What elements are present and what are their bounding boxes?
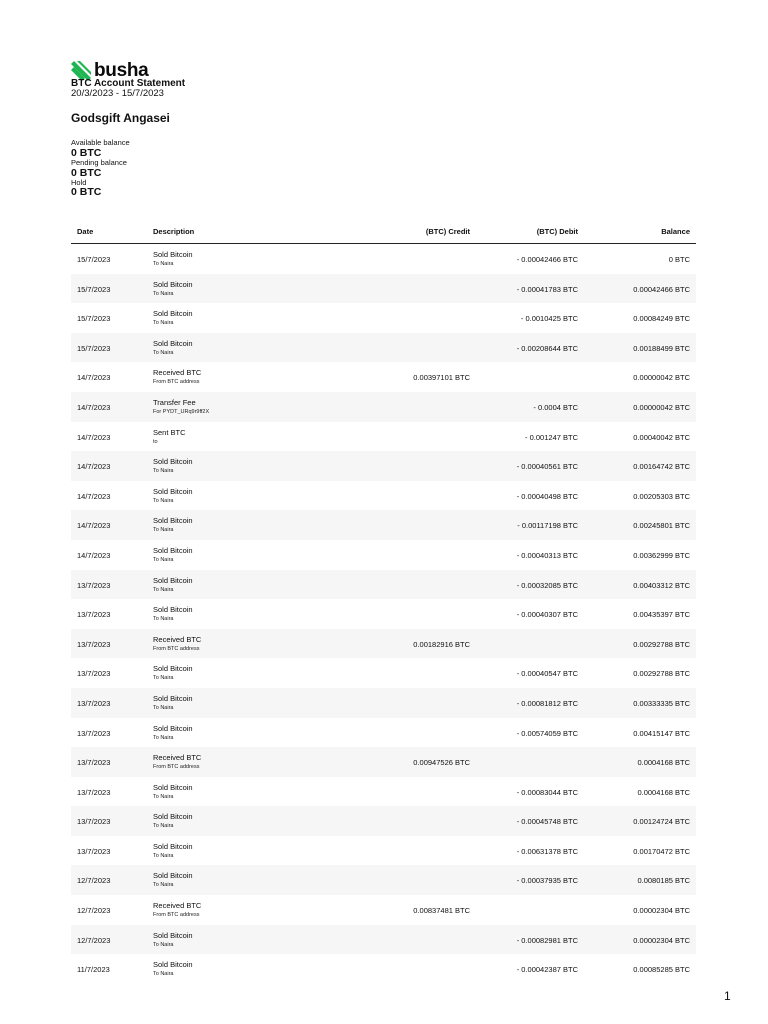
row-description-detail: To Naira [153, 556, 174, 563]
row-date: 12/7/2023 [77, 876, 111, 886]
row-description-title: Received BTC [153, 753, 202, 763]
row-description-title: Sold Bitcoin [153, 960, 193, 970]
transactions-table [71, 220, 696, 984]
brand-name: busha [94, 60, 149, 81]
available-balance-value: 0 BTC [71, 147, 102, 159]
row-description-title: Sold Bitcoin [153, 545, 193, 555]
row-debit: - 0.0004 BTC [533, 402, 578, 412]
row-description [153, 931, 193, 949]
page-number: 1 [724, 989, 731, 1003]
row-description-title: Received BTC [153, 901, 202, 911]
row-balance: 0.00333335 BTC [633, 698, 690, 708]
row-description-detail: To Naira [153, 675, 174, 682]
row-date: 12/7/2023 [77, 906, 111, 916]
row-credit: 0.00837481 BTC [413, 906, 470, 916]
row-credit: 0.00947526 BTC [413, 758, 470, 768]
row-description-title: Sold Bitcoin [153, 250, 193, 259]
row-description [153, 250, 193, 268]
row-description-detail: To Naira [153, 586, 174, 593]
row-description [153, 724, 193, 742]
table-row [71, 688, 696, 718]
table-row [71, 274, 696, 304]
row-debit: - 0.00032085 BTC [516, 580, 578, 590]
row-description-detail: To Naira [153, 261, 174, 267]
row-debit: - 0.00040561 BTC [516, 462, 578, 472]
row-balance: 0.00292788 BTC [633, 639, 690, 649]
row-date: 15/7/2023 [77, 255, 111, 264]
row-description-detail: To Naira [153, 704, 174, 711]
row-balance: 0.00188499 BTC [633, 343, 690, 353]
row-debit: - 0.00631378 BTC [516, 846, 578, 856]
row-description [153, 635, 201, 653]
table-row [71, 925, 696, 955]
row-description [153, 487, 193, 505]
row-description [153, 783, 193, 801]
table-row [71, 451, 696, 481]
row-balance: 0.00403312 BTC [633, 580, 690, 590]
table-row [71, 422, 696, 452]
row-date: 13/7/2023 [77, 728, 111, 738]
row-date: 13/7/2023 [77, 610, 111, 620]
row-description-title: Sold Bitcoin [153, 693, 193, 703]
table-body [71, 244, 696, 984]
row-balance: 0.0080185 BTC [637, 876, 690, 886]
header-debit: (BTC) Debit [536, 227, 578, 236]
header-description: Description [153, 227, 195, 236]
row-date: 12/7/2023 [77, 935, 111, 945]
row-description [153, 694, 193, 712]
row-balance: 0.00002304 BTC [633, 935, 690, 945]
table-row [71, 806, 696, 836]
row-balance: 0.00415147 BTC [633, 728, 690, 738]
row-debit: - 0.00042466 BTC [516, 255, 578, 264]
row-date: 13/7/2023 [77, 639, 111, 649]
header-balance: Balance [661, 227, 690, 236]
row-debit: - 0.00040498 BTC [516, 491, 578, 501]
row-description [153, 339, 193, 357]
statement-title: BTC Account Statement [71, 78, 186, 89]
row-description-title: Sold Bitcoin [153, 664, 193, 674]
row-description-title: Sold Bitcoin [153, 782, 193, 792]
row-debit: - 0.00083044 BTC [516, 787, 578, 797]
customer-name: Godsgift Angasei [71, 111, 170, 125]
table-row [71, 954, 696, 984]
row-description-detail: To Naira [153, 971, 174, 978]
row-description [153, 368, 201, 386]
row-date: 14/7/2023 [77, 521, 111, 531]
row-description-title: Sold Bitcoin [153, 457, 193, 467]
table-row [71, 540, 696, 570]
hold-label: Hold [71, 178, 87, 187]
row-description [153, 516, 193, 534]
table-row [71, 599, 696, 629]
table-row [71, 747, 696, 777]
row-description-detail: To Naira [153, 882, 174, 889]
row-balance: 0.00245801 BTC [633, 521, 690, 531]
table-row [71, 865, 696, 895]
row-description [153, 871, 193, 889]
row-debit: - 0.00081812 BTC [516, 698, 578, 708]
row-balance: 0.0004168 BTC [637, 758, 690, 768]
row-description [153, 428, 186, 446]
row-description-detail: To Naira [153, 941, 174, 948]
table-row [71, 629, 696, 659]
row-description-detail: From BTC address [153, 645, 200, 652]
row-balance: 0.00084249 BTC [633, 314, 690, 324]
row-description-detail: To Naira [153, 734, 174, 741]
available-balance-label: Available balance [71, 138, 130, 147]
hold-value: 0 BTC [71, 186, 102, 198]
row-description-detail: From BTC address [153, 379, 200, 386]
row-debit: - 0.00042387 BTC [516, 965, 578, 975]
row-debit: - 0.00041783 BTC [516, 284, 578, 294]
row-description-detail: From BTC address [153, 764, 200, 771]
row-date: 13/7/2023 [77, 580, 111, 590]
header-credit: (BTC) Credit [425, 227, 470, 236]
row-balance: 0.00002304 BTC [633, 906, 690, 916]
row-balance: 0 BTC [668, 255, 690, 264]
pending-balance-value: 0 BTC [71, 167, 102, 179]
row-description-title: Transfer Fee [153, 397, 196, 407]
row-date: 15/7/2023 [77, 314, 111, 324]
row-description-title: Sold Bitcoin [153, 723, 193, 733]
row-description-title: Sold Bitcoin [153, 812, 193, 822]
pending-balance-label: Pending balance [71, 158, 127, 167]
row-date: 15/7/2023 [77, 343, 111, 353]
row-description [153, 576, 193, 594]
table-header [71, 220, 696, 244]
row-description-title: Sold Bitcoin [153, 279, 193, 289]
row-date: 14/7/2023 [77, 373, 111, 383]
row-description [153, 901, 201, 919]
row-description-detail: To Naira [153, 320, 174, 327]
row-date: 13/7/2023 [77, 787, 111, 797]
table-row [71, 303, 696, 333]
row-balance: 0.00362999 BTC [633, 550, 690, 560]
row-description [153, 280, 193, 298]
table-row [71, 718, 696, 748]
row-credit: 0.00397101 BTC [413, 373, 470, 383]
row-debit: - 0.001247 BTC [525, 432, 578, 442]
row-balance: 0.00435397 BTC [633, 610, 690, 620]
row-date: 14/7/2023 [77, 550, 111, 560]
row-credit: 0.00182916 BTC [413, 639, 470, 649]
row-debit: - 0.00045748 BTC [516, 817, 578, 827]
row-date: 14/7/2023 [77, 402, 111, 412]
table-row [71, 362, 696, 392]
table-row [71, 481, 696, 511]
header-date: Date [77, 227, 94, 236]
row-description [153, 605, 193, 623]
row-description-detail: To Naira [153, 290, 174, 297]
row-date: 14/7/2023 [77, 462, 111, 472]
row-debit: - 0.00208644 BTC [516, 343, 578, 353]
row-description-title: Received BTC [153, 634, 202, 644]
table-row [71, 895, 696, 925]
table-row [71, 836, 696, 866]
statement-period: 20/3/2023 - 15/7/2023 [71, 88, 164, 99]
row-debit: - 0.00040547 BTC [516, 669, 578, 679]
row-balance: 0.00292788 BTC [633, 669, 690, 679]
row-description [153, 664, 193, 682]
row-date: 13/7/2023 [77, 669, 111, 679]
row-balance: 0.00164742 BTC [633, 462, 690, 472]
row-date: 11/7/2023 [77, 965, 110, 975]
row-description [153, 309, 193, 327]
row-description [153, 960, 193, 978]
row-balance: 0.00000042 BTC [633, 402, 690, 412]
row-debit: - 0.00037935 BTC [516, 876, 578, 886]
row-description-title: Sold Bitcoin [153, 871, 193, 881]
row-balance: 0.00170472 BTC [633, 846, 690, 856]
row-description-detail: To Naira [153, 468, 174, 475]
table-row [71, 510, 696, 540]
row-description-title: Sold Bitcoin [153, 486, 193, 496]
row-date: 13/7/2023 [77, 698, 111, 708]
row-description-title: Sent BTC [153, 427, 186, 437]
row-date: 13/7/2023 [77, 758, 111, 768]
row-description [153, 398, 209, 416]
row-description [153, 753, 201, 771]
row-description-detail: To Naira [153, 349, 174, 356]
row-description-title: Sold Bitcoin [153, 516, 193, 526]
row-debit: - 0.00040313 BTC [516, 550, 578, 560]
table-row [71, 392, 696, 422]
row-description-title: Sold Bitcoin [153, 575, 193, 585]
row-description-title: Sold Bitcoin [153, 309, 193, 319]
row-balance: 0.0004168 BTC [637, 787, 690, 797]
row-description [153, 812, 193, 830]
row-balance: 0.00000042 BTC [633, 373, 690, 383]
row-description-detail: to [153, 438, 158, 445]
row-description-detail: To Naira [153, 497, 174, 504]
row-balance: 0.00124724 BTC [633, 817, 690, 827]
row-debit: - 0.00082981 BTC [516, 935, 578, 945]
row-description-title: Received BTC [153, 368, 202, 378]
row-description [153, 546, 193, 564]
row-debit: - 0.00574059 BTC [516, 728, 578, 738]
row-date: 13/7/2023 [77, 817, 111, 827]
row-description [153, 457, 193, 475]
row-balance: 0.00042466 BTC [633, 284, 690, 294]
table-row [71, 570, 696, 600]
row-description-title: Sold Bitcoin [153, 338, 193, 348]
row-description-detail: To Naira [153, 823, 174, 830]
table-row [71, 777, 696, 807]
table-row [71, 333, 696, 363]
row-debit: - 0.00117198 BTC [517, 521, 578, 531]
row-balance: 0.00205303 BTC [633, 491, 690, 501]
row-description-detail: To Naira [153, 852, 174, 859]
row-description [153, 842, 193, 860]
row-debit: - 0.00040307 BTC [516, 610, 578, 620]
row-description-title: Sold Bitcoin [153, 841, 193, 851]
row-description-detail: From BTC address [153, 912, 200, 919]
row-description-detail: To Naira [153, 616, 174, 623]
row-description-detail: To Naira [153, 527, 174, 534]
table-row [71, 658, 696, 688]
row-balance: 0.00040042 BTC [633, 432, 690, 442]
row-date: 14/7/2023 [77, 432, 111, 442]
table-row [71, 244, 696, 274]
row-date: 15/7/2023 [77, 284, 111, 294]
row-description-detail: For PYDT_URq9r9ff2X [153, 408, 210, 415]
row-description-detail: To Naira [153, 793, 174, 800]
row-description-title: Sold Bitcoin [153, 930, 193, 940]
row-date: 14/7/2023 [77, 491, 111, 501]
row-date: 13/7/2023 [77, 846, 111, 856]
row-balance: 0.00085285 BTC [633, 965, 690, 975]
row-debit: - 0.0010425 BTC [520, 314, 578, 324]
row-description-title: Sold Bitcoin [153, 605, 193, 615]
